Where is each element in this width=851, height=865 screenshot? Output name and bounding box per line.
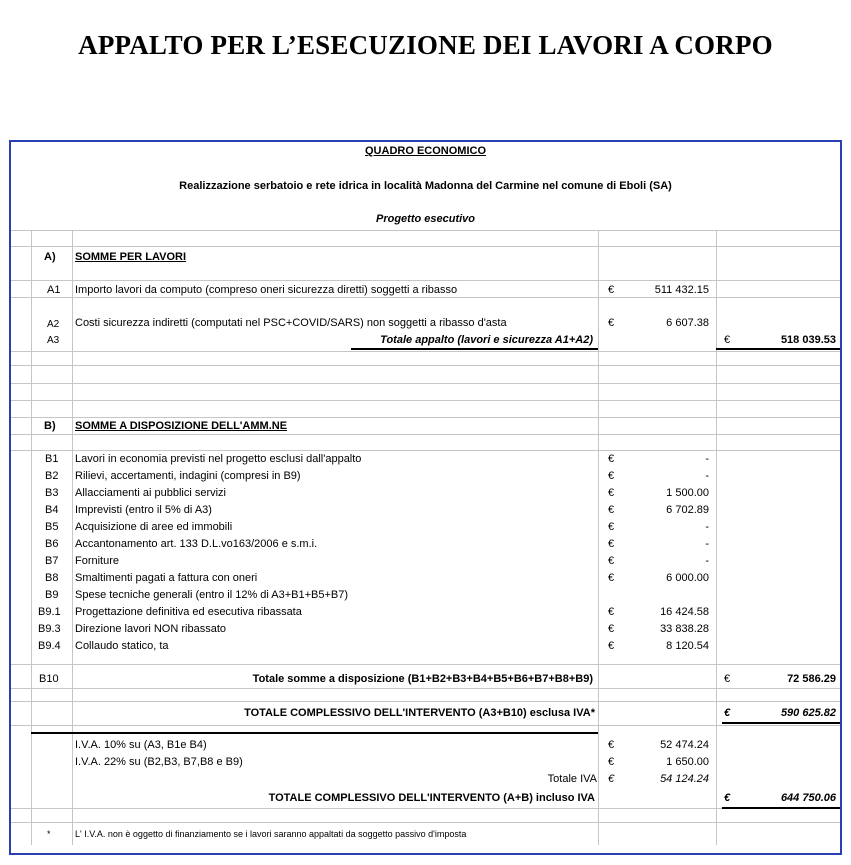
row-amount: 33 838.28: [660, 623, 709, 635]
euro-sign: €: [608, 756, 615, 768]
row-amount: -: [705, 521, 709, 533]
row-desc: Allacciamenti ai pubblici servizi: [75, 487, 227, 499]
row-code: A2: [47, 319, 60, 330]
grid-line: [11, 664, 840, 665]
total-code: B10: [39, 673, 59, 685]
grid-line: [11, 417, 840, 418]
grand-total-ex-vat-amount: 590 625.82: [780, 707, 836, 719]
row-code: B7: [45, 555, 59, 567]
euro-sign: €: [608, 538, 615, 550]
euro-sign: €: [608, 572, 615, 584]
row-amount: 1 500.00: [666, 487, 709, 499]
row-code: A1: [47, 284, 61, 296]
euro-sign: €: [608, 521, 615, 533]
euro-sign: €: [608, 623, 615, 635]
euro-sign: €: [608, 555, 615, 567]
euro-sign: €: [724, 792, 731, 804]
section-a-title: SOMME PER LAVORI: [75, 251, 187, 263]
row-desc: Spese tecniche generali (entro il 12% di A3+B1+B5+B7): [75, 589, 349, 601]
vat-row-amount: 52 474.24: [660, 739, 709, 751]
grid-line: [11, 280, 840, 281]
row-amount: -: [705, 470, 709, 482]
euro-sign: €: [608, 487, 615, 499]
grand-total-inc-vat-label: TOTALE COMPLESSIVO DELL'INTERVENTO (A+B) incluso IVA: [268, 792, 595, 804]
grid-line: [11, 230, 840, 231]
footnote-mark: *: [47, 829, 51, 839]
vat-row-amount: 1 650.00: [666, 756, 709, 768]
euro-sign: €: [608, 773, 615, 785]
total-underline: [351, 348, 598, 350]
row-code: B8: [45, 572, 59, 584]
economic-table: [9, 140, 842, 855]
grid-line: [11, 400, 840, 401]
total-code: A3: [47, 335, 60, 346]
row-desc: Imprevisti (entro il 5% di A3): [75, 504, 212, 516]
euro-sign: €: [608, 640, 615, 652]
euro-sign: €: [608, 317, 615, 329]
grid-line: [11, 365, 840, 366]
grid-line: [598, 230, 599, 845]
euro-sign: €: [608, 739, 615, 751]
vat-row-desc: I.V.A. 22% su (B2,B3, B7,B8 e B9): [75, 756, 243, 768]
row-code: B9.1: [38, 606, 61, 618]
row-desc: Acquisizione di aree ed immobili: [75, 521, 233, 533]
project-phase: Progetto esecutivo: [375, 213, 476, 225]
table-heading: QUADRO ECONOMICO: [365, 145, 486, 157]
section-a-code: A): [44, 251, 56, 263]
row-amount: 511 432.15: [654, 284, 709, 296]
row-amount: -: [705, 538, 709, 550]
row-amount: 6 607.38: [666, 317, 709, 329]
row-desc: Smaltimenti pagati a fattura con oneri: [75, 572, 258, 584]
row-amount: 8 120.54: [666, 640, 709, 652]
row-desc: Progettazione definitiva ed esecutiva ribassata: [75, 606, 302, 618]
row-desc: Costi sicurezza indiretti (computati nel PSC+COVID/SARS) non soggetti a ribasso d'asta: [75, 317, 507, 329]
row-amount: -: [705, 453, 709, 465]
row-desc: Rilievi, accertamenti, indagini (compresi in B9): [75, 470, 301, 482]
grid-line: [716, 230, 717, 845]
row-desc: Direzione lavori NON ribassato: [75, 623, 226, 635]
euro-sign: €: [608, 284, 615, 296]
grid-line: [11, 701, 840, 702]
grid-line: [11, 450, 840, 451]
row-code: B4: [45, 504, 59, 516]
row-code: B9.4: [38, 640, 61, 652]
row-amount: 16 424.58: [660, 606, 709, 618]
total-underline: [722, 807, 840, 809]
project-title: Realizzazione serbatoio e rete idrica in località Madonna del Carmine nel comune di Eboli (SA): [179, 180, 672, 192]
grid-line: [11, 351, 840, 352]
vat-total-amount: 54 124.24: [660, 773, 709, 785]
grid-line: [72, 230, 73, 845]
total-underline: [722, 722, 840, 724]
grid-line: [11, 688, 840, 689]
euro-sign: €: [608, 470, 615, 482]
row-desc: Forniture: [75, 555, 120, 567]
total-amount: 72 586.29: [787, 673, 836, 685]
section-b-title: SOMME A DISPOSIZIONE DELL'AMM.NE: [75, 420, 288, 432]
row-desc: Lavori in economia previsti nel progetto esclusi dall'appalto: [75, 453, 362, 465]
euro-sign: €: [608, 606, 615, 618]
row-code: B6: [45, 538, 59, 550]
row-desc: Accantonamento art. 133 D.L.vo163/2006 e s.m.i.: [75, 538, 318, 550]
grid-line: [11, 822, 840, 823]
grid-line: [11, 725, 840, 726]
euro-sign: €: [724, 707, 731, 719]
vat-total-label: Totale IVA: [547, 773, 597, 785]
section-separator: [31, 732, 598, 734]
grid-line: [11, 297, 840, 298]
euro-sign: €: [724, 334, 731, 346]
grid-line: [11, 434, 840, 435]
row-code: B3: [45, 487, 59, 499]
row-desc: Importo lavori da computo (compreso oneri sicurezza diretti) soggetti a ribasso: [75, 284, 458, 296]
row-amount: 6 000.00: [666, 572, 709, 584]
grid-line: [11, 246, 840, 247]
total-underline: [716, 348, 840, 350]
grid-line: [11, 808, 840, 809]
footnote-text: L' I.V.A. non è oggetto di finanziamento se i lavori saranno appaltati da soggetto passivo d'imposta: [75, 829, 467, 839]
grand-total-inc-vat-amount: 644 750.06: [780, 792, 836, 804]
grand-total-ex-vat-label: TOTALE COMPLESSIVO DELL'INTERVENTO (A3+B10) esclusa IVA*: [244, 707, 595, 719]
grid-line: [31, 230, 32, 845]
page-title: APPALTO PER L’ESECUZIONE DEI LAVORI A CORPO: [78, 30, 773, 60]
total-amount: 518 039.53: [780, 334, 836, 346]
row-desc: Collaudo statico, ta: [75, 640, 169, 652]
section-b-code: B): [44, 420, 56, 432]
vat-row-desc: I.V.A. 10% su (A3, B1e B4): [75, 739, 207, 751]
total-label: Totale somme a disposizione (B1+B2+B3+B4+B5+B6+B7+B8+B9): [252, 673, 593, 685]
euro-sign: €: [724, 673, 731, 685]
total-label: Totale appalto (lavori e sicurezza A1+A2): [380, 334, 593, 346]
euro-sign: €: [608, 504, 615, 516]
row-amount: 6 702.89: [666, 504, 709, 516]
euro-sign: €: [608, 453, 615, 465]
row-code: B9: [45, 589, 59, 601]
grid-line: [11, 383, 840, 384]
row-code: B2: [45, 470, 59, 482]
row-code: B5: [45, 521, 59, 533]
row-code: B1: [45, 453, 59, 465]
row-code: B9.3: [38, 623, 61, 635]
row-amount: -: [705, 555, 709, 567]
